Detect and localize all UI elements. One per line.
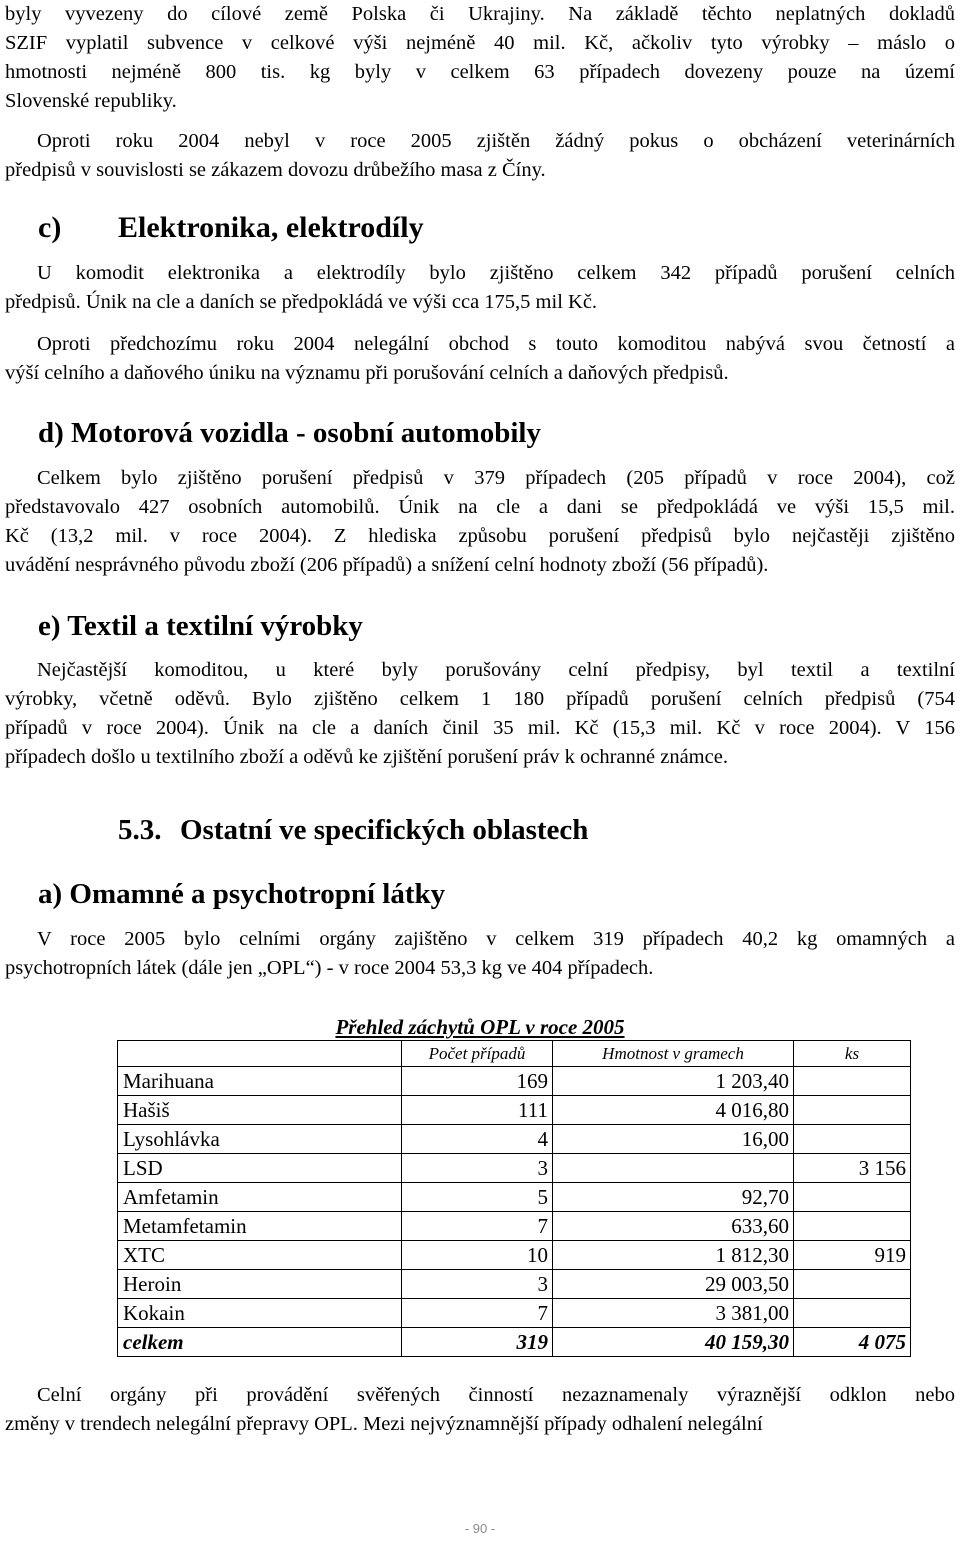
table-cell: 4 — [402, 1125, 553, 1154]
table-cell: 169 — [402, 1067, 553, 1096]
header-cell: Počet případů — [402, 1041, 553, 1067]
text-line: Kč (13,2 mil. v roce 2004). Z hlediska způsobu porušení předpisů bylo nejčastěji zjištěno — [5, 525, 955, 547]
table-row — [118, 1299, 911, 1328]
table-cell: Kokain — [118, 1299, 402, 1328]
table-cell: 319 — [402, 1328, 553, 1357]
table-cell: Heroin — [118, 1270, 402, 1299]
table-body — [118, 1067, 911, 1357]
text-line: výší celního a daňového úniku na významu při porušování celních a daňových předpisů. — [5, 362, 729, 384]
table-cell: 3 381,00 — [553, 1299, 794, 1328]
table-cell — [553, 1154, 794, 1183]
table-row — [118, 1096, 911, 1125]
table-cell: Lysohlávka — [118, 1125, 402, 1154]
table-cell: 7 — [402, 1299, 553, 1328]
table-cell: celkem — [118, 1328, 402, 1357]
text-line: psychotropních látek (dále jen „OPL“) - v roce 2004 53,3 kg ve 404 případech. — [5, 957, 654, 979]
table-cell — [794, 1212, 911, 1241]
table-cell — [794, 1299, 911, 1328]
table-cell: LSD — [118, 1154, 402, 1183]
table-cell: 16,00 — [553, 1125, 794, 1154]
table-cell: 3 — [402, 1270, 553, 1299]
table-cell: 1 203,40 — [553, 1067, 794, 1096]
section-c-label: c) — [38, 211, 62, 244]
text-line: případů v roce 2004). Únik na cle a daních činil 35 mil. Kč (15,3 mil. Kč v roce 2004). V 156 — [5, 717, 955, 739]
table-cell: 111 — [402, 1096, 553, 1125]
heading-section-5-3 — [118, 813, 588, 847]
heading-section-d: d) Motorová vozidla - osobní automobily — [38, 417, 541, 449]
header-cell: ks — [794, 1041, 911, 1067]
table-cell: XTC — [118, 1241, 402, 1270]
table-cell: 92,70 — [553, 1183, 794, 1212]
text-line: Celkem bylo zjištěno porušení předpisů v 379 případech (205 případů v roce 2004), což — [37, 467, 955, 489]
table-cell — [794, 1096, 911, 1125]
table-cell: 5 — [402, 1183, 553, 1212]
header-cell — [118, 1041, 402, 1067]
table-cell — [794, 1125, 911, 1154]
section-c-title: Elektronika, elektrodíly — [118, 211, 424, 244]
table-cell: 633,60 — [553, 1212, 794, 1241]
table-cell: 3 — [402, 1154, 553, 1183]
table-cell — [794, 1183, 911, 1212]
table-row — [118, 1241, 911, 1270]
text-line: případech došlo u textilního zboží a oděvů ke zjištění porušení práv k ochranné známce. — [5, 746, 728, 768]
text-line: hmotnosti nejméně 800 tis. kg byly v celkem 63 případech dovezeny pouze na území — [5, 61, 955, 83]
table-cell: Hašiš — [118, 1096, 402, 1125]
table-row — [118, 1125, 911, 1154]
table-cell: 1 812,30 — [553, 1241, 794, 1270]
paragraph-closing — [5, 1381, 955, 1439]
text-line: předpisů. Únik na cle a daních se předpokládá ve výši cca 175,5 mil Kč. — [5, 291, 598, 313]
paragraph-veterinary — [5, 127, 955, 185]
table-cell — [794, 1067, 911, 1096]
section-5-3-number: 5.3. — [118, 814, 162, 846]
table-cell — [794, 1270, 911, 1299]
paragraph-vehicles — [5, 464, 955, 580]
text-line: výrobky, včetně oděvů. Bylo zjištěno celkem 1 180 případů porušení celních předpisů (754 — [5, 688, 955, 710]
heading-section-c — [38, 211, 424, 245]
paragraph-intro — [5, 0, 955, 116]
table-cell: Metamfetamin — [118, 1212, 402, 1241]
table-header-row — [118, 1041, 911, 1067]
text-line: Oproti předchozímu roku 2004 nelegální obchod s touto komoditou nabývá svou četností a — [37, 333, 955, 355]
text-line: předpisů v souvislosti se zákazem dovozu drůbežího masa z Číny. — [5, 159, 546, 181]
paragraph-textile — [5, 656, 955, 772]
table-cell: 10 — [402, 1241, 553, 1270]
text-line: Oproti roku 2004 nebyl v roce 2005 zjištěn žádný pokus o obcházení veterinárních — [37, 130, 955, 152]
text-line: Nejčastější komoditou, u které byly porušovány celní předpisy, byl textil a textilní — [37, 659, 955, 681]
text-line: uvádění nesprávného původu zboží (206 případů) a snížení celní hodnoty zboží (56 případů). — [5, 554, 769, 576]
table-cell: 4 016,80 — [553, 1096, 794, 1125]
table-row — [118, 1154, 911, 1183]
table-cell: 4 075 — [794, 1328, 911, 1357]
table-cell: 7 — [402, 1212, 553, 1241]
table-cell: Amfetamin — [118, 1183, 402, 1212]
text-line: představovalo 427 osobních automobilů. Únik na cle a dani se předpokládá ve výši 15,5 mil. — [5, 496, 955, 518]
table-caption: Přehled záchytů OPL v roce 2005 — [335, 1015, 625, 1039]
table-row — [118, 1270, 911, 1299]
page-number: - 90 - — [464, 1521, 496, 1536]
table-row — [118, 1183, 911, 1212]
table-row — [118, 1212, 911, 1241]
header-cell: Hmotnost v gramech — [553, 1041, 794, 1067]
paragraph-electronics-1 — [5, 259, 955, 317]
text-line: změny v trendech nelegální přepravy OPL. Mezi nejvýznamnější případy odhalení nelegální — [5, 1413, 763, 1435]
text-line: U komodit elektronika a elektrodíly bylo zjištěno celkem 342 případů porušení celních — [37, 262, 955, 284]
table-cell: 919 — [794, 1241, 911, 1270]
table-cell: 40 159,30 — [553, 1328, 794, 1357]
heading-section-e: e) Textil a textilní výrobky — [38, 610, 363, 642]
drug-seizures-table — [117, 1040, 911, 1357]
table-total-row — [118, 1328, 911, 1357]
table-cell: Marihuana — [118, 1067, 402, 1096]
table-row — [118, 1067, 911, 1096]
heading-section-a: a) Omamné a psychotropní látky — [38, 878, 446, 910]
text-line: Celní orgány při provádění svěřených činností nezaznamenaly výraznější odklon nebo — [37, 1384, 955, 1406]
section-5-3-title: Ostatní ve specifických oblastech — [180, 814, 589, 846]
table-cell: 3 156 — [794, 1154, 911, 1183]
text-line: V roce 2005 bylo celními orgány zajištěno v celkem 319 případech 40,2 kg omamných a — [37, 928, 955, 950]
paragraph-electronics-2 — [5, 330, 955, 388]
text-line: Slovenské republiky. — [5, 90, 177, 112]
paragraph-drugs — [5, 925, 955, 983]
text-line: byly vyvezeny do cílové země Polska či Ukrajiny. Na základě těchto neplatných dokladů — [5, 3, 955, 25]
text-line: SZIF vyplatil subvence v celkové výši nejméně 40 mil. Kč, ačkoliv tyto výrobky – máslo o — [5, 32, 955, 54]
table-cell: 29 003,50 — [553, 1270, 794, 1299]
